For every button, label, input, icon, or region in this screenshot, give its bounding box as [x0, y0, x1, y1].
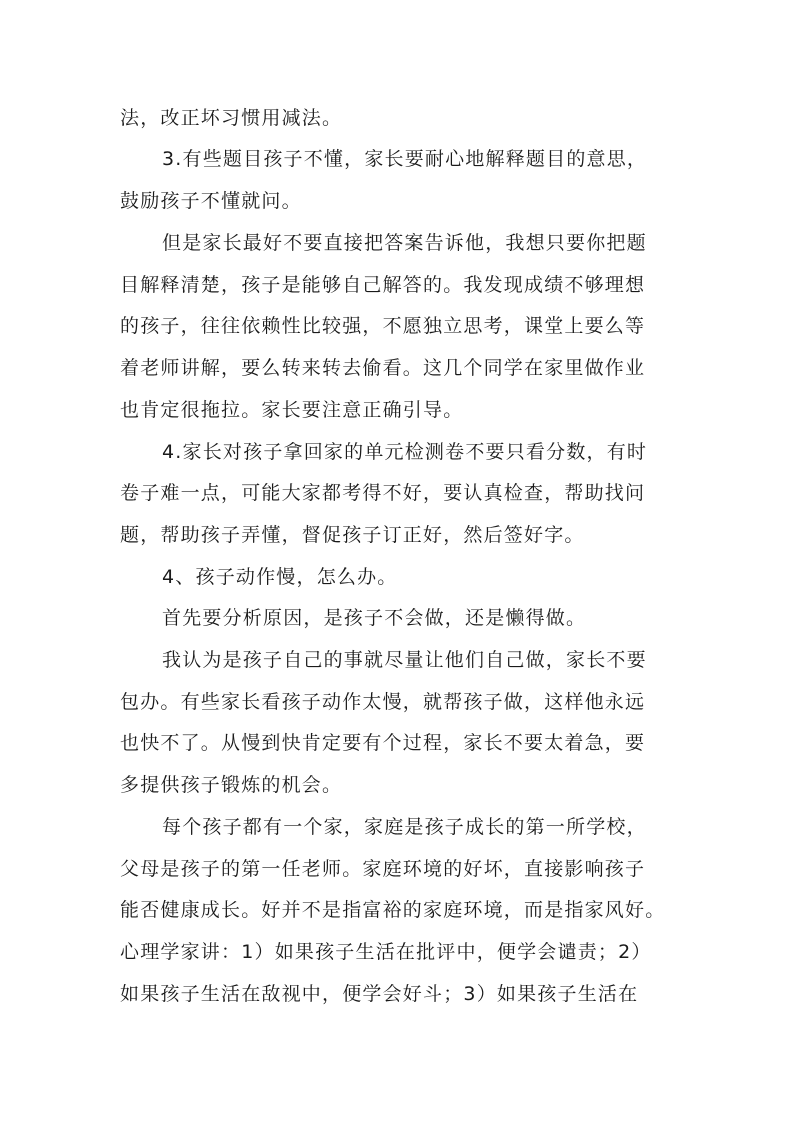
text-line-1: 法，改正坏习惯用减法。	[120, 107, 343, 129]
text-line-2: 3.有些题目孩子不懂，家长要耐心地解释题目的意思，	[162, 148, 648, 170]
text-line-12: 4、孩子动作慢，怎么办。	[162, 566, 398, 588]
text-line-14: 我认为是孩子自己的事就尽量让他们自己做，家长不要	[162, 649, 647, 671]
text-line-20: 能否健康成长。好并不是指富裕的家庭环境，而是指家风好。	[120, 899, 666, 921]
text-line-7: 着老师讲解，要么转来转去偷看。这几个同学在家里做作业	[120, 357, 646, 379]
text-line-4: 但是家长最好不要直接把答案告诉他，我想只要你把题	[162, 232, 647, 254]
text-line-13: 首先要分析原因，是孩子不会做，还是懒得做。	[162, 607, 587, 629]
text-line-11: 题，帮助孩子弄懂，督促孩子订正好，然后签好字。	[120, 524, 585, 546]
text-line-5: 目解释清楚，孩子是能够自己解答的。我发现成绩不够理想	[120, 274, 646, 296]
text-line-6: 的孩子，往往依赖性比较强，不愿独立思考，课堂上要么等	[120, 315, 646, 337]
text-line-21: 心理学家讲：1）如果孩子生活在批评中，便学会谴责；2）	[120, 941, 652, 963]
text-line-3: 鼓励孩子不懂就问。	[120, 190, 302, 212]
text-line-8: 也肯定很拖拉。家长要注意正确引导。	[120, 399, 464, 421]
text-line-10: 卷子难一点，可能大家都考得不好，要认真检查，帮助找问	[120, 482, 646, 504]
text-line-19: 父母是孩子的第一任老师。家庭环境的好坏，直接影响孩子	[120, 858, 646, 880]
text-line-17: 多提供孩子锻炼的机会。	[120, 774, 343, 796]
text-line-22: 如果孩子生活在敌视中，便学会好斗；3）如果孩子生活在	[120, 983, 639, 1005]
text-line-15: 包办。有些家长看孩子动作太慢，就帮孩子做，这样他永远	[120, 691, 646, 713]
text-line-16: 也快不了。从慢到快肯定要有个过程，家长不要太着急，要	[120, 732, 646, 754]
text-line-18: 每个孩子都有一个家，家庭是孩子成长的第一所学校，	[162, 816, 647, 838]
text-line-9: 4.家长对孩子拿回家的单元检测卷不要只看分数，有时	[162, 441, 648, 463]
